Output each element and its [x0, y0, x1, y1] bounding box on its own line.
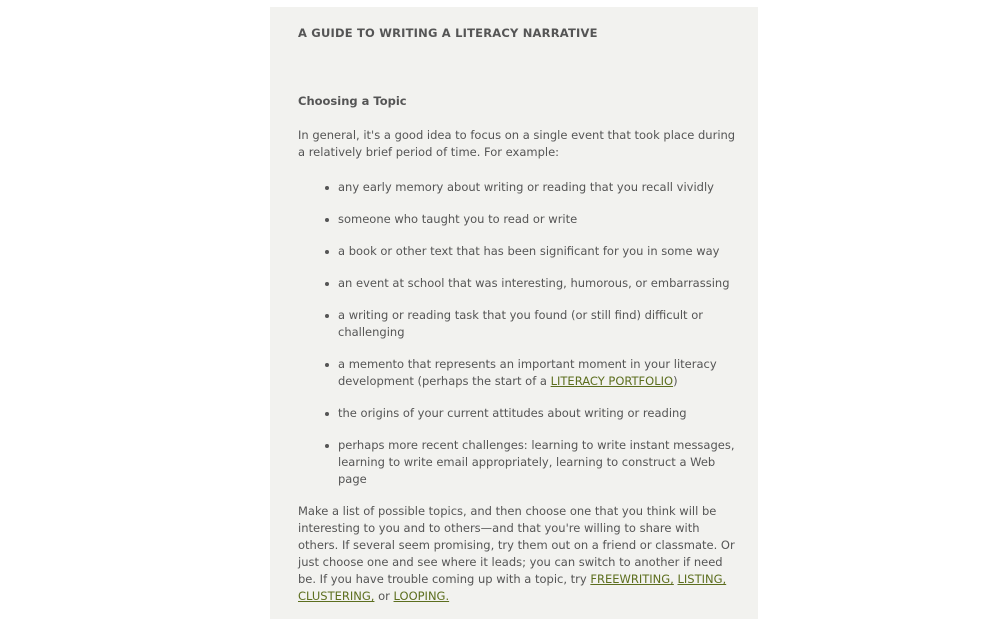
- list-item: an event at school that was interesting, humorous, or embarrassing: [338, 275, 742, 292]
- list-item: the origins of your current attitudes about writing or reading: [338, 405, 742, 422]
- list-item: someone who taught you to read or write: [338, 211, 742, 228]
- literacy-portfolio-link[interactable]: LITERACY PORTFOLIO: [550, 374, 674, 388]
- memento-text: a memento that represents an important moment in your literacy development (perhaps the start of a: [338, 357, 717, 388]
- list-item: a book or other text that has been significant for you in some way: [338, 243, 742, 260]
- intro-paragraph: In general, it's a good idea to focus on a single event that took place during a relatively brief period of time. For example:: [298, 128, 736, 159]
- list-item: a writing or reading task that you found (or still find) difficult or challenging: [338, 307, 742, 341]
- listing-link[interactable]: LISTING,: [677, 572, 727, 586]
- closing-paragraph: [298, 503, 742, 605]
- list-item: [338, 356, 742, 390]
- topic-list: [298, 179, 742, 488]
- memento-text-end: ): [673, 374, 678, 388]
- guide-panel: [270, 7, 758, 619]
- list-item: perhaps more recent challenges: learning to write instant messages, learning to write email appropriately, learning to construct a Web page: [338, 437, 742, 488]
- freewriting-link[interactable]: FREEWRITING,: [590, 572, 674, 586]
- section-heading: Choosing a Topic: [298, 94, 407, 108]
- page-title: A GUIDE TO WRITING A LITERACY NARRATIVE: [298, 26, 598, 40]
- looping-link[interactable]: LOOPING.: [393, 589, 450, 603]
- list-item: any early memory about writing or reading that you recall vividly: [338, 179, 742, 196]
- clustering-link[interactable]: CLUSTERING,: [298, 589, 375, 603]
- or-text: or: [374, 589, 394, 603]
- closing-text: Make a list of possible topics, and then choose one that you think will be interesting to you and to others—and that you're willing to share with others. If several seem promising, try them out on a friend or classmate. Or just choose one and see where it leads; you can switch to another if need be. If you have trouble coming up with a topic, try: [298, 504, 735, 586]
